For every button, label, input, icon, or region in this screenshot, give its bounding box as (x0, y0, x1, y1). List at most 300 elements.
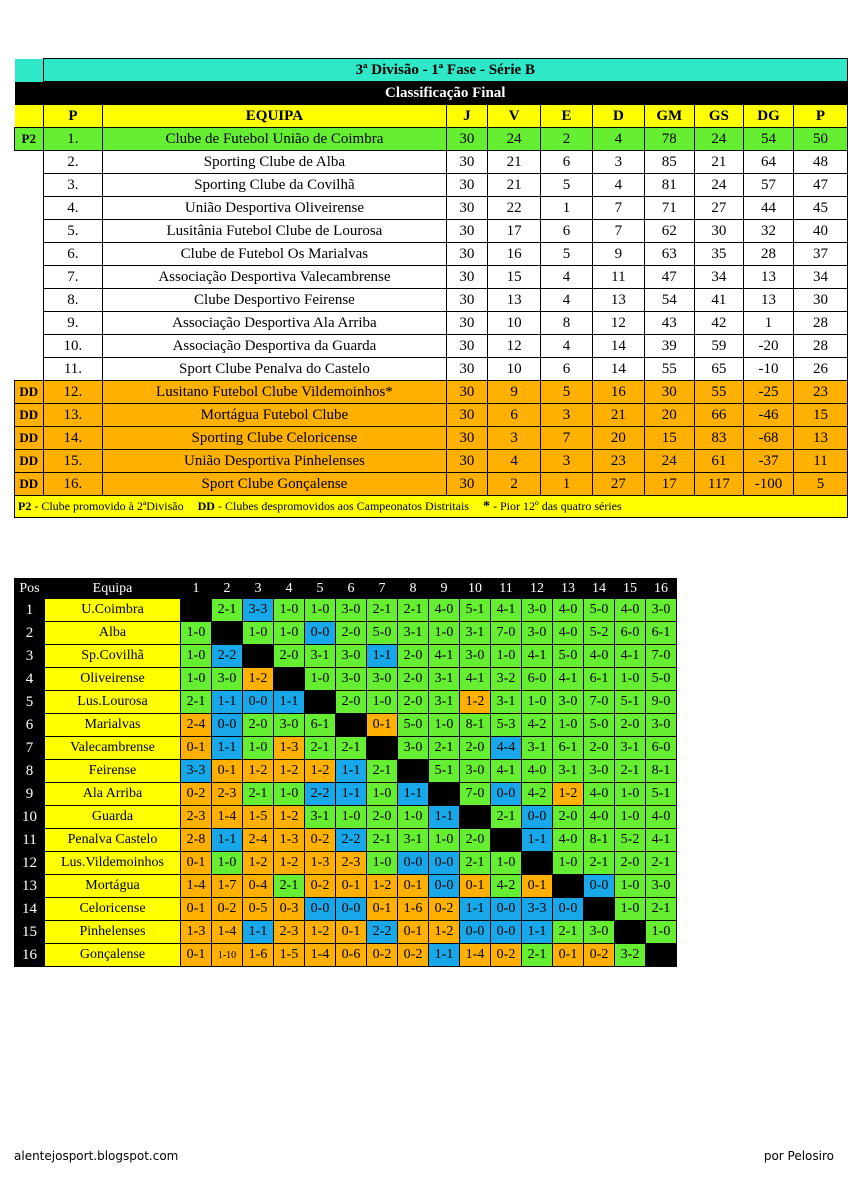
matrix-row (15, 921, 677, 944)
cell-pts: 37 (793, 243, 847, 266)
matrix-result-cell: 0-2 (367, 944, 398, 967)
cell-e: 1 (541, 473, 593, 496)
matrix-result-cell: 2-1 (212, 599, 243, 622)
matrix-result-cell: 3-1 (398, 622, 429, 645)
matrix-result-cell: 1-3 (181, 921, 212, 944)
matrix-result-cell: 2-1 (429, 737, 460, 760)
matrix-result-cell: 4-1 (522, 645, 553, 668)
cell-gm: 24 (644, 450, 694, 473)
matrix-result-cell: 5-2 (584, 622, 615, 645)
cell-e: 3 (541, 404, 593, 427)
matrix-result-cell: 2-0 (367, 806, 398, 829)
cell-d: 16 (592, 381, 644, 404)
cell-d: 14 (592, 358, 644, 381)
cell-e: 3 (541, 450, 593, 473)
matrix-result-cell: 1-5 (243, 806, 274, 829)
cell-gm: 54 (644, 289, 694, 312)
cell-d: 11 (592, 266, 644, 289)
matrix-team-name: Sp.Covilhã (45, 645, 181, 668)
matrix-result-cell: 3-1 (460, 622, 491, 645)
cell-pts: 40 (793, 220, 847, 243)
matrix-result-cell: 0-0 (305, 622, 336, 645)
matrix-result-cell: 4-0 (553, 622, 584, 645)
cell-pts: 48 (793, 151, 847, 174)
matrix-result-cell: 1-0 (491, 645, 522, 668)
cell-j: 30 (446, 151, 488, 174)
matrix-diagonal-cell (460, 806, 491, 829)
cell-pos: 11. (43, 358, 103, 381)
matrix-diagonal-cell (491, 829, 522, 852)
matrix-row (15, 691, 677, 714)
matrix-result-cell: 4-1 (615, 645, 646, 668)
status-tag: P2 (15, 128, 44, 151)
standings-row (15, 151, 848, 174)
matrix-col-header: 16 (646, 579, 677, 599)
matrix-col-header: 3 (243, 579, 274, 599)
cell-dg: -10 (744, 358, 794, 381)
cell-v: 17 (488, 220, 541, 243)
cell-j: 30 (446, 473, 488, 496)
matrix-team-name: Gonçalense (45, 944, 181, 967)
matrix-team-header: Equipa (45, 579, 181, 599)
matrix-result-cell: 3-0 (336, 599, 367, 622)
standings-row (15, 220, 848, 243)
cell-d: 4 (592, 174, 644, 197)
matrix-result-cell: 4-1 (553, 668, 584, 691)
matrix-result-cell: 1-0 (491, 852, 522, 875)
legend-star-label: * (482, 498, 490, 514)
header-equipa: EQUIPA (103, 105, 446, 128)
matrix-result-cell: 0-1 (460, 875, 491, 898)
status-tag (15, 243, 44, 266)
standings-row (15, 358, 848, 381)
cell-j: 30 (446, 427, 488, 450)
matrix-result-cell: 6-1 (305, 714, 336, 737)
cell-gm: 15 (644, 427, 694, 450)
matrix-result-cell: 5-1 (615, 691, 646, 714)
matrix-result-cell: 2-4 (181, 714, 212, 737)
standings-row (15, 174, 848, 197)
matrix-result-cell: 1-0 (305, 668, 336, 691)
matrix-result-cell: 2-1 (491, 806, 522, 829)
matrix-result-cell: 0-1 (181, 852, 212, 875)
matrix-result-cell: 2-1 (553, 921, 584, 944)
matrix-diagonal-cell (429, 783, 460, 806)
matrix-result-cell: 2-0 (460, 829, 491, 852)
matrix-row (15, 714, 677, 737)
legend-p2-text: - Clube promovido à 2ªDivisão (31, 498, 184, 513)
matrix-team-name: Valecambrense (45, 737, 181, 760)
matrix-result-cell: 1-3 (305, 852, 336, 875)
cell-pts: 23 (793, 381, 847, 404)
matrix-result-cell: 3-1 (491, 691, 522, 714)
matrix-result-cell: 5-1 (429, 760, 460, 783)
cell-v: 13 (488, 289, 541, 312)
matrix-pos-header: Pos (15, 579, 45, 599)
matrix-team-name: Mortágua (45, 875, 181, 898)
header-gs: GS (694, 105, 744, 128)
matrix-result-cell: 3-1 (398, 829, 429, 852)
matrix-result-cell: 1-1 (274, 691, 305, 714)
matrix-result-cell: 0-0 (398, 852, 429, 875)
matrix-result-cell: 2-1 (398, 599, 429, 622)
matrix-result-cell: 2-1 (367, 599, 398, 622)
cell-e: 4 (541, 266, 593, 289)
matrix-result-cell: 0-1 (181, 737, 212, 760)
matrix-result-cell: 6-0 (522, 668, 553, 691)
matrix-diagonal-cell (305, 691, 336, 714)
cell-team: Clube de Futebol União de Coimbra (103, 128, 446, 151)
matrix-row (15, 783, 677, 806)
matrix-result-cell: 1-0 (398, 806, 429, 829)
matrix-result-cell: 2-3 (212, 783, 243, 806)
matrix-result-cell: 3-1 (305, 645, 336, 668)
matrix-result-cell: 1-0 (553, 852, 584, 875)
matrix-result-cell: 2-1 (274, 875, 305, 898)
matrix-row-pos: 1 (15, 599, 45, 622)
matrix-team-name: Oliveirense (45, 668, 181, 691)
matrix-result-cell: 1-1 (429, 944, 460, 967)
matrix-result-cell: 6-1 (584, 668, 615, 691)
matrix-result-cell: 0-0 (460, 921, 491, 944)
matrix-result-cell: 9-0 (646, 691, 677, 714)
matrix-result-cell: 1-0 (615, 783, 646, 806)
cell-gm: 62 (644, 220, 694, 243)
matrix-diagonal-cell (274, 668, 305, 691)
cell-d: 14 (592, 335, 644, 358)
matrix-result-cell: 2-0 (584, 737, 615, 760)
cell-gs: 59 (694, 335, 744, 358)
standings-row (15, 450, 848, 473)
matrix-result-cell: 2-4 (243, 829, 274, 852)
matrix-result-cell: 4-1 (491, 599, 522, 622)
matrix-result-cell: 1-0 (305, 599, 336, 622)
standings-row (15, 128, 848, 151)
cell-dg: 57 (744, 174, 794, 197)
matrix-result-cell: 4-0 (615, 599, 646, 622)
matrix-result-cell: 0-2 (429, 898, 460, 921)
matrix-result-cell: 4-2 (522, 714, 553, 737)
matrix-result-cell: 1-4 (460, 944, 491, 967)
cell-e: 6 (541, 220, 593, 243)
matrix-row-pos: 13 (15, 875, 45, 898)
matrix-result-cell: 2-0 (615, 714, 646, 737)
matrix-result-cell: 1-0 (336, 806, 367, 829)
cell-team: Clube Desportivo Feirense (103, 289, 446, 312)
cell-team: Associação Desportiva da Guarda (103, 335, 446, 358)
matrix-result-cell: 2-0 (398, 691, 429, 714)
cell-dg: -100 (744, 473, 794, 496)
cell-gs: 21 (694, 151, 744, 174)
cell-d: 7 (592, 220, 644, 243)
matrix-row-pos: 14 (15, 898, 45, 921)
cell-e: 1 (541, 197, 593, 220)
cell-dg: 13 (744, 289, 794, 312)
matrix-result-cell: 2-1 (336, 737, 367, 760)
cell-j: 30 (446, 358, 488, 381)
matrix-result-cell: 3-1 (553, 760, 584, 783)
matrix-result-cell: 1-0 (181, 645, 212, 668)
matrix-result-cell: 3-0 (274, 714, 305, 737)
cell-v: 16 (488, 243, 541, 266)
cell-e: 4 (541, 289, 593, 312)
matrix-result-cell: 5-0 (646, 668, 677, 691)
matrix-row (15, 645, 677, 668)
matrix-result-cell: 2-0 (336, 622, 367, 645)
cell-pos: 1. (43, 128, 103, 151)
matrix-row-pos: 4 (15, 668, 45, 691)
matrix-result-cell: 4-1 (491, 760, 522, 783)
cell-pos: 13. (43, 404, 103, 427)
matrix-result-cell: 3-2 (491, 668, 522, 691)
cell-v: 2 (488, 473, 541, 496)
cell-v: 15 (488, 266, 541, 289)
matrix-result-cell: 5-0 (584, 714, 615, 737)
matrix-result-cell: 2-0 (336, 691, 367, 714)
matrix-team-name: Penalva Castelo (45, 829, 181, 852)
matrix-diagonal-cell (336, 714, 367, 737)
matrix-result-cell: 0-1 (398, 921, 429, 944)
header-v: V (488, 105, 541, 128)
cell-pos: 14. (43, 427, 103, 450)
matrix-result-cell: 1-0 (212, 852, 243, 875)
cell-d: 21 (592, 404, 644, 427)
matrix-row-pos: 15 (15, 921, 45, 944)
matrix-result-cell: 1-0 (615, 875, 646, 898)
matrix-result-cell: 1-0 (274, 783, 305, 806)
matrix-result-cell: 4-0 (584, 783, 615, 806)
matrix-row-pos: 2 (15, 622, 45, 645)
matrix-col-header: 6 (336, 579, 367, 599)
matrix-result-cell: 0-0 (243, 691, 274, 714)
matrix-result-cell: 3-0 (522, 622, 553, 645)
matrix-result-cell: 3-1 (522, 737, 553, 760)
matrix-result-cell: 4-1 (646, 829, 677, 852)
matrix-result-cell: 2-1 (646, 898, 677, 921)
cell-pts: 13 (793, 427, 847, 450)
cell-e: 5 (541, 381, 593, 404)
matrix-result-cell: 1-1 (522, 921, 553, 944)
matrix-result-cell: 3-0 (553, 691, 584, 714)
matrix-result-cell: 1-0 (274, 599, 305, 622)
matrix-result-cell: 1-1 (367, 645, 398, 668)
matrix-result-cell: 2-1 (615, 760, 646, 783)
cell-j: 30 (446, 197, 488, 220)
matrix-result-cell: 1-2 (274, 806, 305, 829)
matrix-row-pos: 5 (15, 691, 45, 714)
matrix-result-cell: 4-0 (553, 829, 584, 852)
cell-pos: 3. (43, 174, 103, 197)
matrix-result-cell: 1-1 (212, 691, 243, 714)
cell-gm: 43 (644, 312, 694, 335)
matrix-result-cell: 0-1 (181, 898, 212, 921)
matrix-result-cell: 1-2 (305, 921, 336, 944)
cell-d: 4 (592, 128, 644, 151)
cell-pos: 9. (43, 312, 103, 335)
matrix-row-pos: 8 (15, 760, 45, 783)
matrix-result-cell: 1-0 (367, 852, 398, 875)
matrix-result-cell: 2-2 (336, 829, 367, 852)
matrix-result-cell: 8-1 (646, 760, 677, 783)
matrix-result-cell: 2-8 (181, 829, 212, 852)
matrix-result-cell: 1-0 (367, 691, 398, 714)
matrix-result-cell: 1-1 (243, 921, 274, 944)
matrix-col-header: 8 (398, 579, 429, 599)
matrix-result-cell: 0-2 (584, 944, 615, 967)
matrix-row-pos: 16 (15, 944, 45, 967)
matrix-result-cell: 1-4 (305, 944, 336, 967)
cell-gs: 117 (694, 473, 744, 496)
matrix-result-cell: 8-1 (584, 829, 615, 852)
matrix-result-cell: 1-2 (553, 783, 584, 806)
matrix-result-cell: 0-1 (212, 760, 243, 783)
matrix-result-cell: 7-0 (646, 645, 677, 668)
matrix-result-cell: 6-1 (646, 622, 677, 645)
matrix-result-cell: 0-1 (336, 921, 367, 944)
matrix-diagonal-cell (212, 622, 243, 645)
matrix-result-cell: 4-4 (491, 737, 522, 760)
status-tag (15, 358, 44, 381)
matrix-result-cell: 5-1 (646, 783, 677, 806)
matrix-result-cell: 3-0 (460, 645, 491, 668)
footer-site: alentejosport.blogspot.com (14, 1149, 179, 1163)
status-tag (15, 289, 44, 312)
cell-dg: 32 (744, 220, 794, 243)
matrix-col-header: 15 (615, 579, 646, 599)
matrix-result-cell: 1-2 (243, 668, 274, 691)
matrix-result-cell: 3-0 (584, 760, 615, 783)
status-tag: DD (15, 381, 44, 404)
matrix-team-name: Celoricense (45, 898, 181, 921)
cell-v: 3 (488, 427, 541, 450)
matrix-result-cell: 0-1 (336, 875, 367, 898)
matrix-result-cell: 2-3 (336, 852, 367, 875)
matrix-result-cell: 4-2 (491, 875, 522, 898)
cell-j: 30 (446, 220, 488, 243)
cell-pos: 7. (43, 266, 103, 289)
cell-gm: 20 (644, 404, 694, 427)
matrix-result-cell: 1-10 (212, 944, 243, 967)
cell-gm: 30 (644, 381, 694, 404)
cell-e: 6 (541, 358, 593, 381)
matrix-row (15, 760, 677, 783)
matrix-result-cell: 0-1 (553, 944, 584, 967)
cell-gm: 81 (644, 174, 694, 197)
matrix-diagonal-cell (181, 599, 212, 622)
matrix-result-cell: 1-2 (305, 760, 336, 783)
matrix-row (15, 622, 677, 645)
matrix-result-cell: 2-2 (367, 921, 398, 944)
matrix-result-cell: 3-3 (181, 760, 212, 783)
matrix-result-cell: 1-2 (367, 875, 398, 898)
cell-team: Clube de Futebol Os Marialvas (103, 243, 446, 266)
matrix-result-cell: 4-0 (584, 806, 615, 829)
matrix-result-cell: 7-0 (584, 691, 615, 714)
matrix-result-cell: 3-3 (243, 599, 274, 622)
matrix-result-cell: 1-0 (429, 714, 460, 737)
matrix-result-cell: 0-1 (367, 898, 398, 921)
cell-team: Sporting Clube da Covilhã (103, 174, 446, 197)
standings-row (15, 404, 848, 427)
matrix-result-cell: 1-2 (274, 760, 305, 783)
cell-j: 30 (446, 266, 488, 289)
cell-j: 30 (446, 243, 488, 266)
matrix-result-cell: 0-0 (491, 921, 522, 944)
matrix-result-cell: 5-2 (615, 829, 646, 852)
matrix-result-cell: 1-0 (181, 668, 212, 691)
cell-team: Sport Clube Gonçalense (103, 473, 446, 496)
matrix-result-cell: 1-1 (336, 760, 367, 783)
matrix-result-cell: 1-0 (429, 829, 460, 852)
cell-pos: 2. (43, 151, 103, 174)
cell-pos: 5. (43, 220, 103, 243)
cell-pts: 5 (793, 473, 847, 496)
matrix-result-cell: 5-0 (584, 599, 615, 622)
header-dg: DG (744, 105, 794, 128)
matrix-diagonal-cell (243, 645, 274, 668)
matrix-result-cell: 1-3 (274, 829, 305, 852)
cell-dg: -25 (744, 381, 794, 404)
matrix-row-pos: 9 (15, 783, 45, 806)
matrix-result-cell: 2-1 (646, 852, 677, 875)
matrix-result-cell: 0-2 (305, 829, 336, 852)
cell-dg: 28 (744, 243, 794, 266)
matrix-result-cell: 0-0 (212, 714, 243, 737)
matrix-row (15, 852, 677, 875)
cell-gs: 34 (694, 266, 744, 289)
matrix-col-header: 1 (181, 579, 212, 599)
status-tag: DD (15, 404, 44, 427)
matrix-result-cell: 2-2 (212, 645, 243, 668)
matrix-result-cell: 6-0 (615, 622, 646, 645)
matrix-row-pos: 11 (15, 829, 45, 852)
matrix-result-cell: 3-1 (615, 737, 646, 760)
cell-j: 30 (446, 312, 488, 335)
matrix-result-cell: 2-1 (305, 737, 336, 760)
cell-team: Mortágua Futebol Clube (103, 404, 446, 427)
matrix-result-cell: 3-0 (646, 599, 677, 622)
cell-dg: 44 (744, 197, 794, 220)
cell-gs: 24 (694, 128, 744, 151)
cell-v: 10 (488, 358, 541, 381)
cell-d: 7 (592, 197, 644, 220)
matrix-result-cell: 2-1 (522, 944, 553, 967)
matrix-diagonal-cell (646, 944, 677, 967)
matrix-result-cell: 4-0 (553, 599, 584, 622)
matrix-result-cell: 0-5 (243, 898, 274, 921)
matrix-diagonal-cell (615, 921, 646, 944)
matrix-result-cell: 1-7 (212, 875, 243, 898)
matrix-result-cell: 1-0 (615, 898, 646, 921)
matrix-result-cell: 1-6 (398, 898, 429, 921)
standings-row (15, 473, 848, 496)
matrix-result-cell: 2-0 (553, 806, 584, 829)
matrix-result-cell: 3-0 (584, 921, 615, 944)
cell-team: Lusitano Futebol Clube Vildemoinhos* (103, 381, 446, 404)
matrix-team-name: Pinhelenses (45, 921, 181, 944)
matrix-result-cell: 3-0 (460, 760, 491, 783)
cell-pos: 4. (43, 197, 103, 220)
matrix-result-cell: 3-1 (429, 668, 460, 691)
matrix-team-name: Lus.Lourosa (45, 691, 181, 714)
matrix-result-cell: 2-3 (274, 921, 305, 944)
legend-dd-text: - Clubes despromovidos aos Campeonatos Distritais (214, 498, 469, 513)
matrix-result-cell: 3-0 (212, 668, 243, 691)
matrix-result-cell: 2-1 (367, 760, 398, 783)
matrix-result-cell: 0-0 (429, 875, 460, 898)
cell-dg: 1 (744, 312, 794, 335)
cell-pos: 12. (43, 381, 103, 404)
